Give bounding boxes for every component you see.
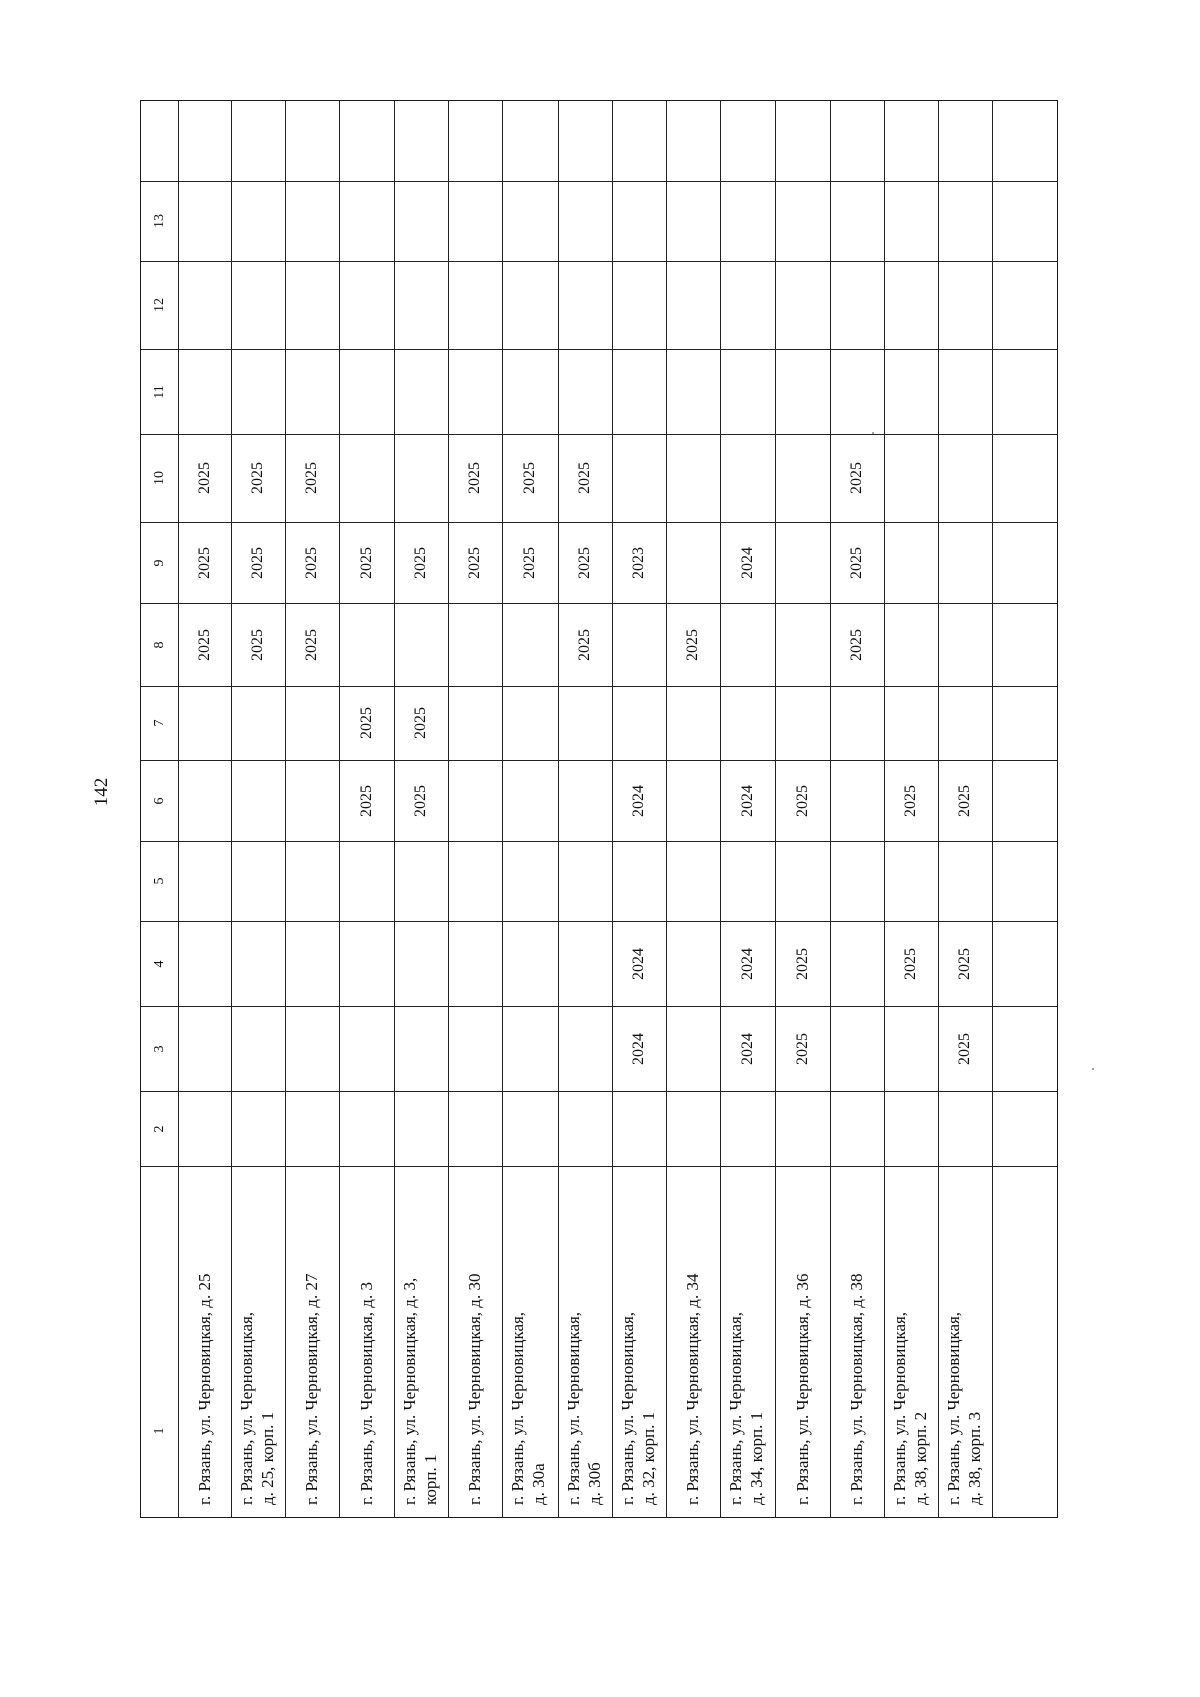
row-address-line: г. Рязань, ул. Черновицкая, — [237, 1311, 256, 1505]
table-cell-year: 2024 — [630, 1032, 647, 1065]
table-hline — [141, 921, 1057, 922]
table-cell-year: 2025 — [521, 462, 538, 494]
column-header-number: 10 — [152, 471, 167, 485]
table-cell-year: 2025 — [195, 546, 213, 579]
table-cell-year: 2025 — [357, 546, 375, 579]
table-vline — [612, 101, 613, 1517]
table-cell-year: 2025 — [466, 546, 483, 579]
table-vline — [775, 101, 776, 1517]
table-cell-year: 2025 — [412, 784, 429, 817]
table-cell-year: 2025 — [793, 947, 811, 980]
table-cell-year: 2024 — [738, 546, 756, 579]
table-cell-year: 2025 — [576, 628, 593, 661]
row-address-line: корп. 1 — [421, 1454, 440, 1505]
table-vline — [339, 101, 340, 1517]
row-address-line: г. Рязань, ул. Черновицкая, д. 3 — [356, 1282, 376, 1505]
table-cell-year: 2025 — [956, 784, 973, 817]
table-hline — [141, 841, 1057, 842]
column-header-number: 4 — [152, 960, 167, 967]
row-address-line: г. Рязань, ул. Черновицкая, д. 3, — [400, 1277, 419, 1505]
page-number: 142 — [91, 777, 112, 807]
column-header-number: 8 — [152, 641, 167, 648]
table-cell-year: 2024 — [630, 784, 647, 817]
table-vline — [666, 101, 667, 1517]
table-cell-year: 2025 — [521, 546, 538, 579]
table-hline — [141, 261, 1057, 262]
table-cell-year: 2025 — [357, 707, 375, 739]
table-cell-year: 2025 — [303, 628, 320, 661]
table-cell-year: 2025 — [576, 462, 593, 494]
table-vline — [231, 101, 232, 1517]
row-address-line: д. 30б — [585, 1462, 604, 1505]
table-hline — [141, 1006, 1057, 1007]
row-address-line: г. Рязань, ул. Черновицкая, — [564, 1311, 583, 1505]
rotated-schedule-table — [140, 100, 1058, 1518]
row-address-line: г. Рязань, ул. Черновицкая, — [890, 1311, 909, 1505]
row-address-line: д. 30а — [529, 1463, 548, 1505]
table-cell-year: 2024 — [738, 947, 756, 980]
table-cell-year: 2025 — [357, 784, 375, 817]
column-header-number: 3 — [152, 1045, 167, 1052]
row-address-line: д. 34, корп. 1 — [747, 1411, 766, 1505]
row-address-line: г. Рязань, ул. Черновицкая, — [618, 1311, 637, 1505]
table-cell-year: 2024 — [738, 1032, 756, 1065]
row-address-line: г. Рязань, ул. Черновицкая, — [944, 1311, 963, 1505]
row-address-line: д. 38, корп. 3 — [965, 1411, 984, 1505]
table-hline — [141, 181, 1057, 182]
table-cell-year: 2024 — [738, 784, 756, 817]
table-cell-year: 2025 — [195, 628, 213, 661]
row-address-line: д. 32, корп. 1 — [639, 1411, 658, 1505]
table-vline — [830, 101, 831, 1517]
column-header-number: 7 — [152, 719, 167, 727]
table-cell-year: 2025 — [412, 546, 429, 579]
table-vline — [558, 101, 559, 1517]
table-cell-year: 2025 — [466, 462, 483, 494]
table-cell-year: 2024 — [630, 947, 647, 980]
table-cell-year: 2025 — [303, 462, 320, 494]
table-vline — [502, 101, 503, 1517]
column-header-number: 1 — [152, 1427, 167, 1435]
row-address-line: г. Рязань, ул. Черновицкая, д. 30 — [465, 1273, 484, 1505]
table-hline — [141, 603, 1057, 604]
table-cell-year: 2025 — [793, 784, 811, 817]
scan-speck — [1092, 1068, 1094, 1070]
table-cell-year: 2023 — [630, 546, 647, 579]
column-header-number: 9 — [152, 559, 167, 566]
table-cell-year: 2025 — [684, 628, 701, 661]
row-address-line: г. Рязань, ул. Черновицкая, — [508, 1311, 527, 1505]
row-address-line: д. 25, корп. 1 — [258, 1411, 277, 1505]
table-cell-year: 2025 — [195, 462, 213, 494]
column-header-number: 6 — [152, 797, 167, 804]
row-address-line: д. 38, корп. 2 — [911, 1411, 930, 1505]
row-address-line: г. Рязань, ул. Черновицкая, д. 27 — [302, 1273, 321, 1505]
table-hline — [141, 1091, 1057, 1092]
table-hline — [141, 686, 1057, 687]
table-cell-year: 2025 — [249, 462, 266, 494]
table-vline — [884, 101, 885, 1517]
table-hline — [141, 522, 1057, 523]
column-header-number: 11 — [152, 384, 167, 399]
table-hline — [141, 434, 1057, 435]
table-vline — [285, 101, 286, 1517]
table-cell-year: 2025 — [956, 947, 973, 980]
column-header-number: 2 — [152, 1125, 167, 1132]
table-cell-year: 2025 — [249, 546, 266, 579]
table-vline — [394, 101, 395, 1517]
row-address-line: г. Рязань, ул. Черновицкая, — [726, 1311, 745, 1505]
row-address-line: г. Рязань, ул. Черновицкая, д. 38 — [847, 1273, 866, 1505]
table-cell-year: 2025 — [848, 546, 865, 579]
column-header-number: 5 — [152, 877, 167, 885]
table-hline — [141, 349, 1057, 350]
row-address-line: г. Рязань, ул. Черновицкая, д. 25 — [194, 1273, 214, 1505]
column-header-number: 13 — [152, 214, 167, 228]
table-hline — [141, 760, 1057, 761]
table-cell-year: 2025 — [902, 947, 919, 980]
table-cell-year: 2025 — [902, 784, 919, 817]
row-address-line: г. Рязань, ул. Черновицкая, д. 36 — [792, 1273, 812, 1505]
table-cell-year: 2025 — [956, 1032, 973, 1065]
scan-speck — [872, 432, 874, 434]
table-vline — [720, 101, 721, 1517]
table-cell-year: 2025 — [412, 707, 429, 739]
table-vline — [992, 101, 993, 1517]
table-cell-year: 2025 — [848, 628, 865, 661]
row-address-line: г. Рязань, ул. Черновицкая, д. 34 — [683, 1273, 702, 1505]
table-vline — [178, 101, 179, 1517]
table-cell-year: 2025 — [249, 628, 266, 661]
table-cell-year: 2025 — [848, 462, 865, 494]
table-cell-year: 2025 — [303, 546, 320, 579]
table-cell-year: 2025 — [793, 1032, 811, 1065]
table-cell-year: 2025 — [576, 546, 593, 579]
column-header-number: 12 — [152, 298, 167, 312]
table-vline — [938, 101, 939, 1517]
table-vline — [448, 101, 449, 1517]
